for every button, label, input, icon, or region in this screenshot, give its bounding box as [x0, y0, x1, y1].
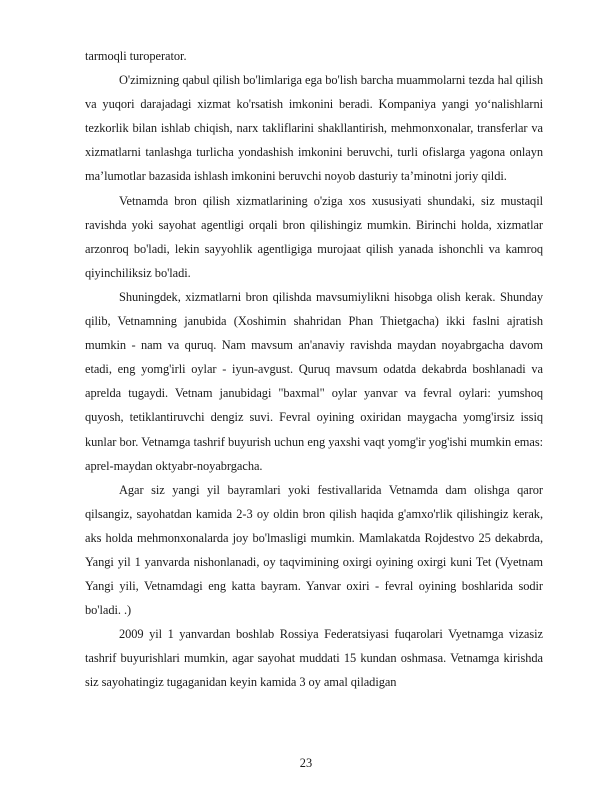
paragraph-holidays: Agar siz yangi yil bayramlari yoki festivallarida Vetnamda dam olishga qaror qilsangiz, sayohatdan kamida 2-3 oy oldin bron qilish haqida g'amxo'rlik qilishingiz kerak, aks holda mehmonxonalarda joy bo'lmasligi mumkin. Mamlakatda Rojdestvo 25 dekabrda, Yangi yil 1 yanvarda nishonlanadi, oy taqvimining oxirgi oyining oxirgi kuni Tet (Vyetnam Yangi yili, Vetnamdagi eng katta bayram. Yanvar oxiri - fevral oyining boshlarida sodir bo'ladi. .) [85, 482, 543, 618]
paragraph-seasonality: Shuningdek, xizmatlarni bron qilishda mavsumiylikni hisobga olish kerak. Shunday qilib, Vetnamning janubida (Xoshimin shahridan Phan Thietgacha) ikki faslni ajratish mumkin - nam va quruq. Nam mavsum an'anaviy ravishda maydan noyabrgacha davom etadi, eng yomg'irli oylar - iyun-avgust. Quruq mavsum odatda dekabrda boshlanadi va aprelda tugaydi. Vetnam janubidagi "baxmal" oylar yanvar va fevral oylari: yumshoq quyosh, tetiklantiruvchi dengiz suvi. Fevral oyining oxiridan maygacha yomg'irsiz issiq kunlar bor. Vetnamga tashrif buyurish uchun eng yaxshi vaqt yomg'ir yog'ishi mumkin emas: aprel-maydan oktyabr-noyabrgacha. [85, 289, 543, 473]
paragraph-continuation: tarmoqli turoperator. [85, 49, 187, 63]
paragraph-booking-features: Vetnamda bron qilish xizmatlarining o'ziga xos xususiyati shundaki, siz mustaqil ravishda yoki sayohat agentligi orqali bron qilishingiz mumkin. Birinchi holda, xizmatlar arzonroq bo'ladi, lekin sayyohlik agentligiga murojaat qilish yanada ishonchli va kamroq qiyinchiliksiz bo'ladi. [85, 193, 543, 280]
paragraph-reception-departments: O'zimizning qabul qilish bo'limlariga ega bo'lish barcha muammolarni tezda hal qilish va yuqori darajadagi xizmat ko'rsatish imkonini beradi. Kompaniya yangi yo‘nalishlarni tezkorlik bilan ishlab chiqish, narx takliflarini shakllantirish, mehmonxonalar, transferlar va xizmatlarni tanlashga turlicha yondashish imkonini beruvchi, turli ofislarga yagona onlayn ma’lumotlar bazasida ishlash imkonini beruvchi noyob dasturiy ta’minotni joriy qildi. [85, 73, 543, 184]
page-number: 23 [299, 756, 313, 770]
document-body [85, 44, 543, 695]
paragraph-visa: 2009 yil 1 yanvardan boshlab Rossiya Federatsiyasi fuqarolari Vyetnamga vizasiz tashrif buyurishlari mumkin, agar sayohat muddati 15 kundan oshmasa. Vetnamga kirishda siz sayohatingiz tugaganidan keyin kamida 3 oy amal qiladigan [85, 627, 543, 690]
